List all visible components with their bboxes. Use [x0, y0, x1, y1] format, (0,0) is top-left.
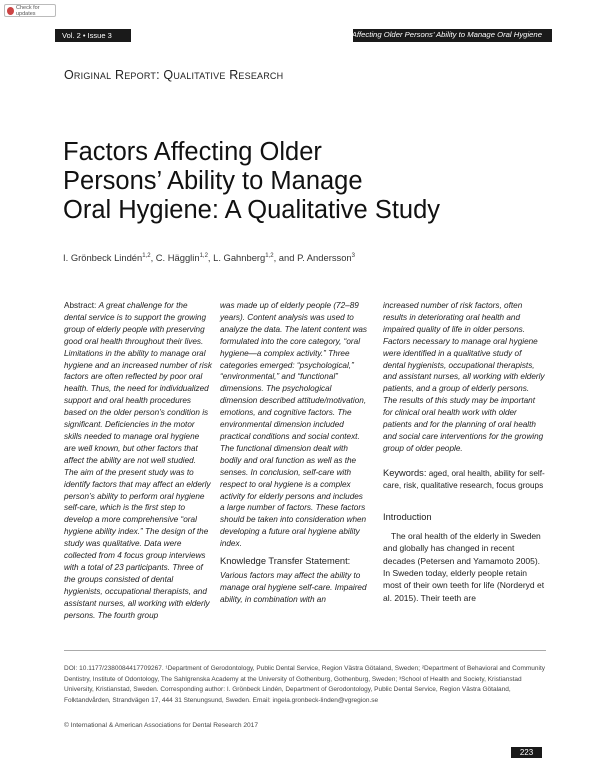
update-icon [7, 7, 14, 15]
knowledge-transfer-text-part2: increased number of risk factors, often results in deteriorating oral health and impaired quality of life in older persons. Factors necessary to manage oral hygiene were identified in a qualitative study of dental hygienists, occupational therapists, and assistant nurses, all working with elderly patients, and a group of elderly persons. The results of this study may be important for clinical oral health work with older patients and for the planning of oral health and social care interventions for the growing group of older people. [383, 301, 545, 453]
header-spacer [131, 29, 353, 42]
introduction-text: The oral health of the elderly in Sweden and globally has changed in recent decades (Petersen and Yamamoto 2005). In Sweden today, elderly people retain most of their own teeth for life (Norderyd et al. 2015). Their teeth are [383, 530, 545, 603]
article-title [63, 138, 533, 225]
column-3 [383, 300, 545, 604]
knowledge-transfer-heading: Knowledge Transfer Statement: [220, 556, 351, 567]
abstract-text-part1: A great challenge for the dental service is to support the growing group of elderly people with preserving good oral health throughout their lives. Limitations in the ability to manage oral hygiene and an increased number of risk factors are often reflected by poor oral health. Thus, the need for individualized support and oral health procedures based on the older person’s condition is significant. Deficiencies in the motor skills needed to manage oral hygiene are well known, but other factors that affect the ability are not well studied. The aim of the present study was to identify factors that may affect an elderly person’s ability to perform oral hygiene self-care, which is the first step to develop a more comprehensive “oral hygiene ability index.” The design of the study was qualitative. Data were collected from 4 focus group interviews with a total of 23 participants. Three of the groups consisted of dental hygienists, occupational therapists, and assistant nurses, all working with elderly persons. The fourth group [64, 301, 212, 620]
author-name[interactable]: C. Hägglin [155, 252, 200, 263]
author-separator: , [207, 252, 214, 263]
title-line-3: Oral Hygiene: A Qualitative Study [63, 196, 441, 224]
footnote: DOI: 10.1177/2380084417709267. ¹Department of Gerodontology, Public Dental Service, Region Västra Götaland, Sweden; ²Department of Behavioral and Community Dentistry, Institute of Odontology, The Sahlgrenska Academy at the University of Gothenburg, Gothenburg, Sweden; ³School of Health and Society, Kristianstad University, Kristianstad, Sweden. Corresponding author: I. Grönbeck Lindén, Department of Gerodontology, Public Dental Service, Region Västra Götaland, Folktandvården, Strandvägen 17, 444 31 Stenungsund, Sweden. Email: ingela.gronbeck-linden@vgregion.se [64, 665, 546, 704]
author-affiliation: 3 [351, 252, 355, 259]
author-separator: , and [273, 252, 298, 263]
copyright: © International & American Associations for Dental Research 2017 [64, 722, 258, 729]
column-2 [220, 300, 368, 606]
author-affiliation: 1,2 [199, 252, 208, 259]
running-header [55, 29, 552, 42]
column-1 [64, 300, 212, 621]
abstract-text-part2: was made up of elderly people (72–89 years). Content analysis was used to analyze the data. The latent content was formulated into the core category, “oral hygiene—a complex activity.” Three categories emerged: “psychological,” “environmental,” and “functional” dimensions. The psychological dimension described attitude/motivation, emotions, and cognitive factors. The environmental dimension included practical conditions and social context. The functional dimension dealt with bodily and oral function as well as the senses. In conclusion, self-care with respect to oral hygiene is a complex activity for elderly persons and includes a large number of factors. These factors should be taken into consideration when developing a future oral hygiene ability index. [220, 301, 368, 549]
page-number: 223 [511, 747, 542, 758]
author-name[interactable]: P. Andersson [297, 252, 352, 263]
keywords-text: aged, oral health, ability for self-care, risk, qualitative research, focus groups [383, 468, 545, 490]
badge-label: Check for updates [15, 4, 40, 17]
knowledge-transfer-text-part1: Various factors may affect the ability to manage oral hygiene self-care. Impaired ability, in combination with an [220, 570, 367, 604]
author-name[interactable]: L. Gahnberg [213, 252, 266, 263]
author-separator: , [150, 252, 156, 263]
running-title: Factors Affecting Older Persons’ Ability to Manage Oral Hygiene [324, 30, 542, 39]
author-affiliation: 1,2 [142, 252, 151, 259]
volume-issue: Vol. 2 • Issue 3 [62, 31, 112, 40]
abstract-heading: Abstract: [64, 301, 97, 310]
author-list [63, 252, 355, 263]
check-for-updates-badge[interactable] [4, 4, 56, 17]
introduction-heading: Introduction [383, 511, 432, 522]
report-type: Original Report: Qualitative Research [64, 68, 284, 82]
keywords [383, 467, 545, 492]
title-line-1: Factors Affecting Older [63, 138, 322, 166]
keywords-heading: Keywords: [383, 467, 427, 478]
author-affiliation: 1,2 [265, 252, 274, 259]
footnote-divider [64, 650, 546, 651]
title-line-2: Persons’ Ability to Manage [63, 167, 363, 195]
author-name[interactable]: I. Grönbeck Lindén [63, 252, 143, 263]
